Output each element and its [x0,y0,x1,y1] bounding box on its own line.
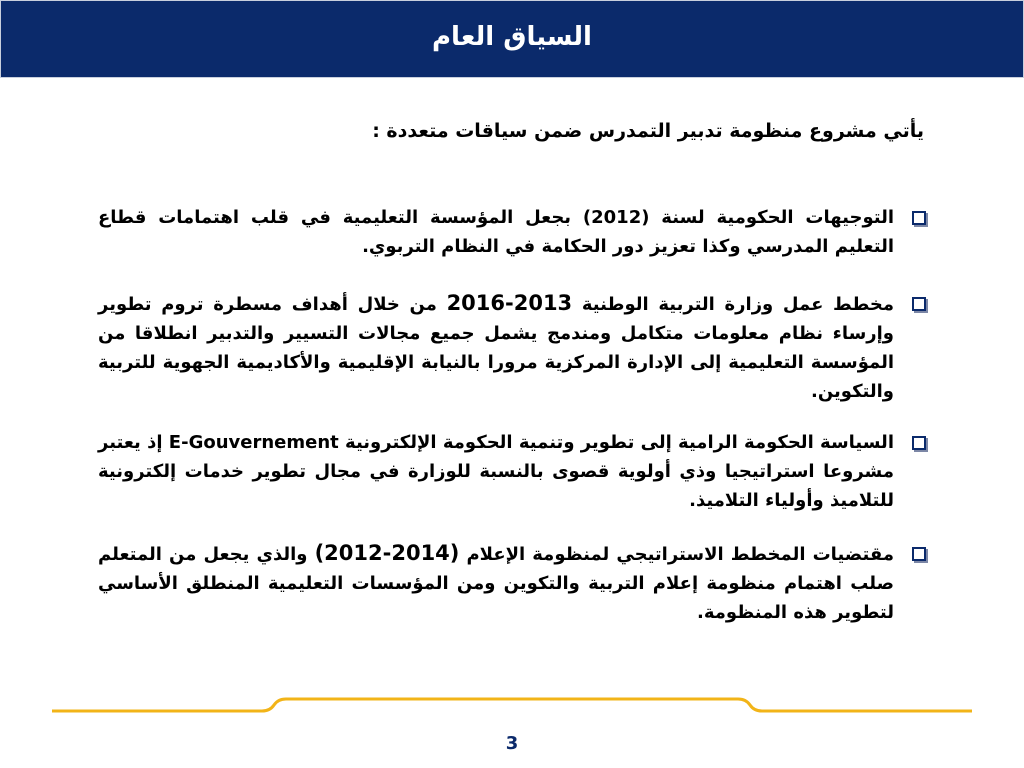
list-item [98,203,928,261]
list-item [98,428,928,515]
bullet-text-start: مخطط عمل وزارة التربية الوطنية [572,294,894,315]
bullet-text-end: والذي يجعل من المتعلم صلب اهتمام منظومة إعلام التربية والتكوين ومن المؤسسات التعليمية المنطلق الأساسي لتطوير هذه المنظومة. [98,544,894,623]
title-bar [0,0,1024,78]
bullet-text-start: السياسة الحكومة الرامية إلى تطوير وتنمية الحكومة الإلكترونية [338,432,894,453]
bullet-text-end: من خلال أهداف مسطرة تروم تطوير وإرساء نظام معلومات متكامل ومندمج يشمل جميع مجالات التسيير والتدبير انطلاقا من المؤسسة التعليمية إلى الإدارة المركزية مرورا بالنيابة الإقليمية والأكاديمية الجهوية للتربية والتكوين. [98,294,894,402]
checkbox-bullet-icon [912,211,926,225]
bullet-term: E-Gouvernement [168,432,339,453]
bullet-text-end: إذ يعتبر مشروعا استراتيجيا وذي أولوية قصوى بالنسبة للوزارة في مجال تطوير خدمات إلكترونية للتلاميذ وأولياء التلاميذ. [98,432,894,511]
page-title: السياق العام [432,22,592,52]
footer-divider [0,690,1024,730]
checkbox-bullet-icon [912,547,926,561]
checkbox-bullet-icon [912,436,926,450]
bullet-year: 2016-2013 [446,291,573,315]
intro-text: يأتي مشروع منظومة تدبير التمدرس ضمن سياقات متعددة : [372,120,924,142]
bullet-text-start: مقتضيات المخطط الاستراتيجي لمنظومة الإعلام [459,544,894,565]
list-item [98,539,928,627]
bullet-text-end: بجعل المؤسسة التعليمية في قلب اهتمامات قطاع التعليم المدرسي وكذا تعزيز دور الحكامة في النظام التربوي. [98,207,894,257]
bullet-year: (2012) [582,207,650,228]
bullet-text-start: التوجيهات الحكومية لسنة [649,207,895,228]
checkbox-bullet-icon [912,297,926,311]
list-item [98,289,928,406]
page-number: 3 [505,733,519,754]
bullet-list [98,203,928,651]
bullet-year: (2012-2014) [314,541,460,565]
footer-line-path [52,699,972,711]
